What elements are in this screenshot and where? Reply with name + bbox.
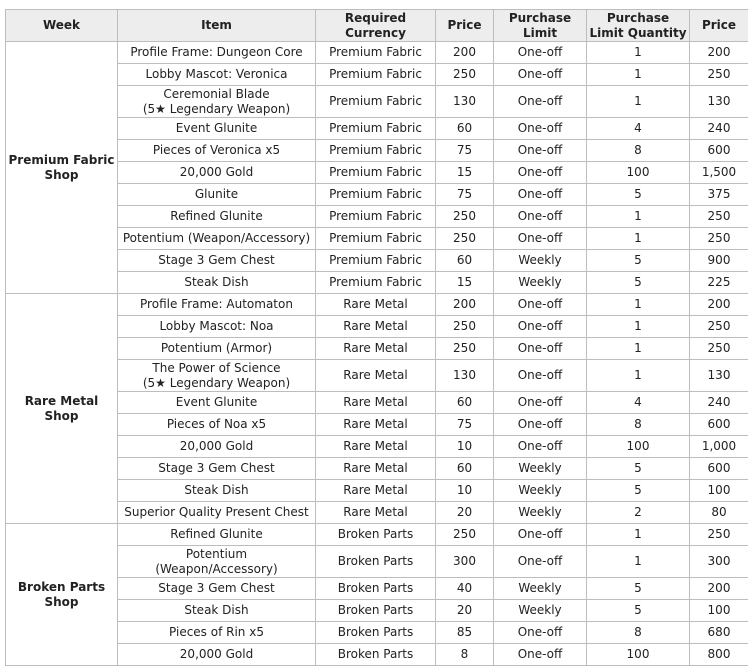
limit-quantity-cell: 1 [587,228,690,250]
item-cell [118,480,316,502]
price-cell: 60 [436,458,494,480]
currency-cell: Premium Fabric [316,272,436,294]
header-limit-quantity-line2: Limit Quantity [589,25,687,40]
table-row [6,436,748,458]
total-price-cell: 200 [690,578,748,600]
limit-quantity-cell: 5 [587,184,690,206]
purchase-limit-cell: One-off [494,140,587,162]
header-item: Item [118,10,316,42]
item-name-line: Steak Dish [184,483,249,497]
price-cell: 8 [436,644,494,666]
header-currency: Required Currency [316,10,436,42]
currency-cell: Rare Metal [316,392,436,414]
currency-cell: Premium Fabric [316,228,436,250]
currency-cell: Premium Fabric [316,42,436,64]
price-cell: 75 [436,140,494,162]
limit-quantity-cell: 1 [587,546,690,578]
total-price-cell: 600 [690,414,748,436]
table-row [6,184,748,206]
item-name-line: Potentium (Weapon/Accessory) [122,231,311,245]
purchase-limit-cell: One-off [494,42,587,64]
header-total-price: Price [690,10,748,42]
currency-cell: Broken Parts [316,644,436,666]
purchase-limit-cell: Weekly [494,600,587,622]
table-row [6,600,748,622]
purchase-limit-cell: Weekly [494,458,587,480]
purchase-limit-cell: One-off [494,392,587,414]
item-name-line: Pieces of Noa x5 [166,417,267,431]
shop-group-label [6,42,118,294]
price-cell: 75 [436,184,494,206]
currency-cell: Broken Parts [316,622,436,644]
price-cell: 130 [436,86,494,118]
currency-cell: Premium Fabric [316,206,436,228]
table-row [6,140,748,162]
purchase-limit-cell: One-off [494,644,587,666]
currency-cell: Premium Fabric [316,250,436,272]
price-cell: 300 [436,546,494,578]
purchase-limit-cell: One-off [494,206,587,228]
currency-cell: Rare Metal [316,360,436,392]
item-cell [118,436,316,458]
limit-quantity-cell: 2 [587,502,690,524]
table-row [6,392,748,414]
table-header [6,10,748,42]
limit-quantity-cell: 1 [587,86,690,118]
item-cell [118,294,316,316]
item-name-line: Stage 3 Gem Chest [158,253,275,267]
item-cell [118,414,316,436]
item-name-line: (5★ Legendary Weapon) [142,101,291,116]
currency-cell: Broken Parts [316,524,436,546]
item-cell [118,184,316,206]
currency-cell: Premium Fabric [316,86,436,118]
limit-quantity-cell: 5 [587,250,690,272]
table-row [6,360,748,392]
currency-cell: Rare Metal [316,458,436,480]
shop-group-label [6,294,118,524]
table-row [6,64,748,86]
item-name-line: 20,000 Gold [179,165,254,179]
total-price-cell: 1,000 [690,436,748,458]
item-name-line: Event Glunite [175,121,258,135]
item-cell [118,140,316,162]
currency-cell: Broken Parts [316,578,436,600]
purchase-limit-cell: Weekly [494,480,587,502]
table-row [6,250,748,272]
price-cell: 250 [436,64,494,86]
item-name-line: Potentium (Armor) [160,341,273,355]
item-cell [118,64,316,86]
item-cell [118,272,316,294]
currency-cell: Premium Fabric [316,162,436,184]
total-price-cell: 225 [690,272,748,294]
table-row [6,524,748,546]
purchase-limit-cell: One-off [494,64,587,86]
purchase-limit-cell: One-off [494,86,587,118]
item-name-line: 20,000 Gold [179,647,254,661]
limit-quantity-cell: 5 [587,578,690,600]
item-name-line: Lobby Mascot: Noa [159,319,274,333]
shop-group-label-line: Broken Parts [17,579,106,594]
item-cell [118,86,316,118]
price-cell: 20 [436,502,494,524]
currency-cell: Broken Parts [316,546,436,578]
item-cell [118,316,316,338]
item-name-line: (Weapon/Accessory) [155,561,278,576]
limit-quantity-cell: 4 [587,392,690,414]
item-name-line: Stage 3 Gem Chest [158,461,275,475]
total-price-cell: 800 [690,644,748,666]
purchase-limit-cell: One-off [494,316,587,338]
total-price-cell: 600 [690,140,748,162]
item-cell [118,360,316,392]
item-name-line: Glunite [194,187,239,201]
price-cell: 250 [436,228,494,250]
item-name-line: The Power of Science [152,360,281,375]
item-cell [118,502,316,524]
total-price-cell: 100 [690,480,748,502]
total-price-cell: 240 [690,118,748,140]
limit-quantity-cell: 100 [587,436,690,458]
total-price-cell: 250 [690,338,748,360]
table-row [6,42,748,64]
total-price-cell: 300 [690,546,748,578]
item-cell [118,338,316,360]
table-row [6,162,748,184]
header-limit-quantity [587,10,690,42]
table-row [6,316,748,338]
purchase-limit-cell: One-off [494,228,587,250]
currency-cell: Broken Parts [316,600,436,622]
item-name-line: Pieces of Veronica x5 [152,143,281,157]
limit-quantity-cell: 5 [587,272,690,294]
purchase-limit-cell: One-off [494,338,587,360]
shop-group-label-line: Shop [44,167,79,182]
total-price-cell: 250 [690,228,748,250]
item-name-line: Steak Dish [184,275,249,289]
purchase-limit-cell: Weekly [494,578,587,600]
limit-quantity-cell: 1 [587,206,690,228]
table-row [6,228,748,250]
item-cell [118,600,316,622]
limit-quantity-cell: 1 [587,338,690,360]
item-name-line: Refined Glunite [170,209,263,223]
currency-cell: Rare Metal [316,294,436,316]
purchase-limit-cell: One-off [494,546,587,578]
total-price-cell: 900 [690,250,748,272]
total-price-cell: 80 [690,502,748,524]
total-price-cell: 600 [690,458,748,480]
price-cell: 250 [436,338,494,360]
currency-cell: Premium Fabric [316,64,436,86]
total-price-cell: 130 [690,360,748,392]
item-name-line: Superior Quality Present Chest [124,505,309,519]
limit-quantity-cell: 4 [587,118,690,140]
price-cell: 85 [436,622,494,644]
table-row [6,458,748,480]
limit-quantity-cell: 1 [587,360,690,392]
item-name-line: Pieces of Rin x5 [169,625,264,639]
table-row [6,272,748,294]
total-price-cell: 200 [690,42,748,64]
total-price-cell: 250 [690,316,748,338]
shop-table [5,9,748,666]
price-cell: 40 [436,578,494,600]
price-cell: 75 [436,414,494,436]
limit-quantity-cell: 1 [587,42,690,64]
table-row [6,294,748,316]
item-name-line: Event Glunite [175,395,258,409]
total-price-cell: 1,500 [690,162,748,184]
table-row [6,546,748,578]
item-name-line: Lobby Mascot: Veronica [145,67,288,81]
shop-group-label-line: Shop [44,408,79,423]
header-purchase-limit: Purchase Limit [494,10,587,42]
purchase-limit-cell: One-off [494,622,587,644]
price-cell: 10 [436,480,494,502]
shop-group-label-line: Rare Metal [24,393,99,408]
limit-quantity-cell: 1 [587,64,690,86]
price-cell: 60 [436,392,494,414]
item-cell [118,206,316,228]
item-name-line: Refined Glunite [170,527,263,541]
item-name-line: Steak Dish [184,603,249,617]
purchase-limit-cell: One-off [494,360,587,392]
limit-quantity-cell: 100 [587,644,690,666]
purchase-limit-cell: Weekly [494,250,587,272]
header-price: Price [436,10,494,42]
price-cell: 250 [436,206,494,228]
table-row [6,86,748,118]
shop-group-label-line: Shop [44,594,79,609]
item-name-line: Ceremonial Blade [163,86,270,101]
currency-cell: Rare Metal [316,480,436,502]
limit-quantity-cell: 8 [587,140,690,162]
currency-cell: Premium Fabric [316,184,436,206]
price-cell: 200 [436,294,494,316]
table-row [6,480,748,502]
purchase-limit-cell: One-off [494,162,587,184]
price-cell: 60 [436,250,494,272]
purchase-limit-cell: Weekly [494,502,587,524]
item-cell [118,250,316,272]
total-price-cell: 240 [690,392,748,414]
currency-cell: Premium Fabric [316,140,436,162]
item-name-line: Potentium [185,546,248,561]
table-row [6,644,748,666]
item-cell [118,118,316,140]
limit-quantity-cell: 1 [587,524,690,546]
table-row [6,118,748,140]
limit-quantity-cell: 5 [587,458,690,480]
price-cell: 250 [436,524,494,546]
price-cell: 130 [436,360,494,392]
currency-cell: Premium Fabric [316,118,436,140]
shop-group-label [6,524,118,666]
total-price-cell: 200 [690,294,748,316]
currency-cell: Rare Metal [316,414,436,436]
item-cell [118,524,316,546]
table-row [6,338,748,360]
purchase-limit-cell: One-off [494,294,587,316]
item-cell [118,458,316,480]
purchase-limit-cell: One-off [494,118,587,140]
table-row [6,622,748,644]
item-name-line: Profile Frame: Automaton [140,297,293,311]
currency-cell: Rare Metal [316,338,436,360]
header-limit-quantity-line1: Purchase [606,10,670,25]
limit-quantity-cell: 5 [587,600,690,622]
table-body [6,42,748,666]
table-row [6,414,748,436]
currency-cell: Rare Metal [316,316,436,338]
currency-cell: Rare Metal [316,436,436,458]
item-cell [118,42,316,64]
item-cell [118,392,316,414]
item-cell [118,644,316,666]
item-name-line: 20,000 Gold [179,439,254,453]
purchase-limit-cell: One-off [494,436,587,458]
shop-group-label-line: Premium Fabric [8,152,115,167]
item-cell [118,546,316,578]
purchase-limit-cell: One-off [494,524,587,546]
total-price-cell: 250 [690,524,748,546]
price-cell: 250 [436,316,494,338]
limit-quantity-cell: 8 [587,622,690,644]
price-cell: 60 [436,118,494,140]
item-name-line: Profile Frame: Dungeon Core [130,45,303,59]
table-row [6,502,748,524]
limit-quantity-cell: 100 [587,162,690,184]
total-price-cell: 130 [690,86,748,118]
total-price-cell: 250 [690,206,748,228]
purchase-limit-cell: One-off [494,184,587,206]
limit-quantity-cell: 1 [587,316,690,338]
total-price-cell: 680 [690,622,748,644]
header-row [6,10,748,42]
price-cell: 15 [436,162,494,184]
price-cell: 15 [436,272,494,294]
item-cell [118,162,316,184]
limit-quantity-cell: 8 [587,414,690,436]
limit-quantity-cell: 5 [587,480,690,502]
item-cell [118,622,316,644]
purchase-limit-cell: One-off [494,414,587,436]
header-week: Week [6,10,118,42]
price-cell: 10 [436,436,494,458]
table-row [6,206,748,228]
purchase-limit-cell: Weekly [494,272,587,294]
total-price-cell: 375 [690,184,748,206]
item-name-line: (5★ Legendary Weapon) [142,375,291,390]
item-cell [118,228,316,250]
limit-quantity-cell: 1 [587,294,690,316]
price-cell: 200 [436,42,494,64]
item-cell [118,578,316,600]
total-price-cell: 250 [690,64,748,86]
item-name-line: Stage 3 Gem Chest [158,581,275,595]
price-cell: 20 [436,600,494,622]
currency-cell: Rare Metal [316,502,436,524]
total-price-cell: 100 [690,600,748,622]
table-row [6,578,748,600]
